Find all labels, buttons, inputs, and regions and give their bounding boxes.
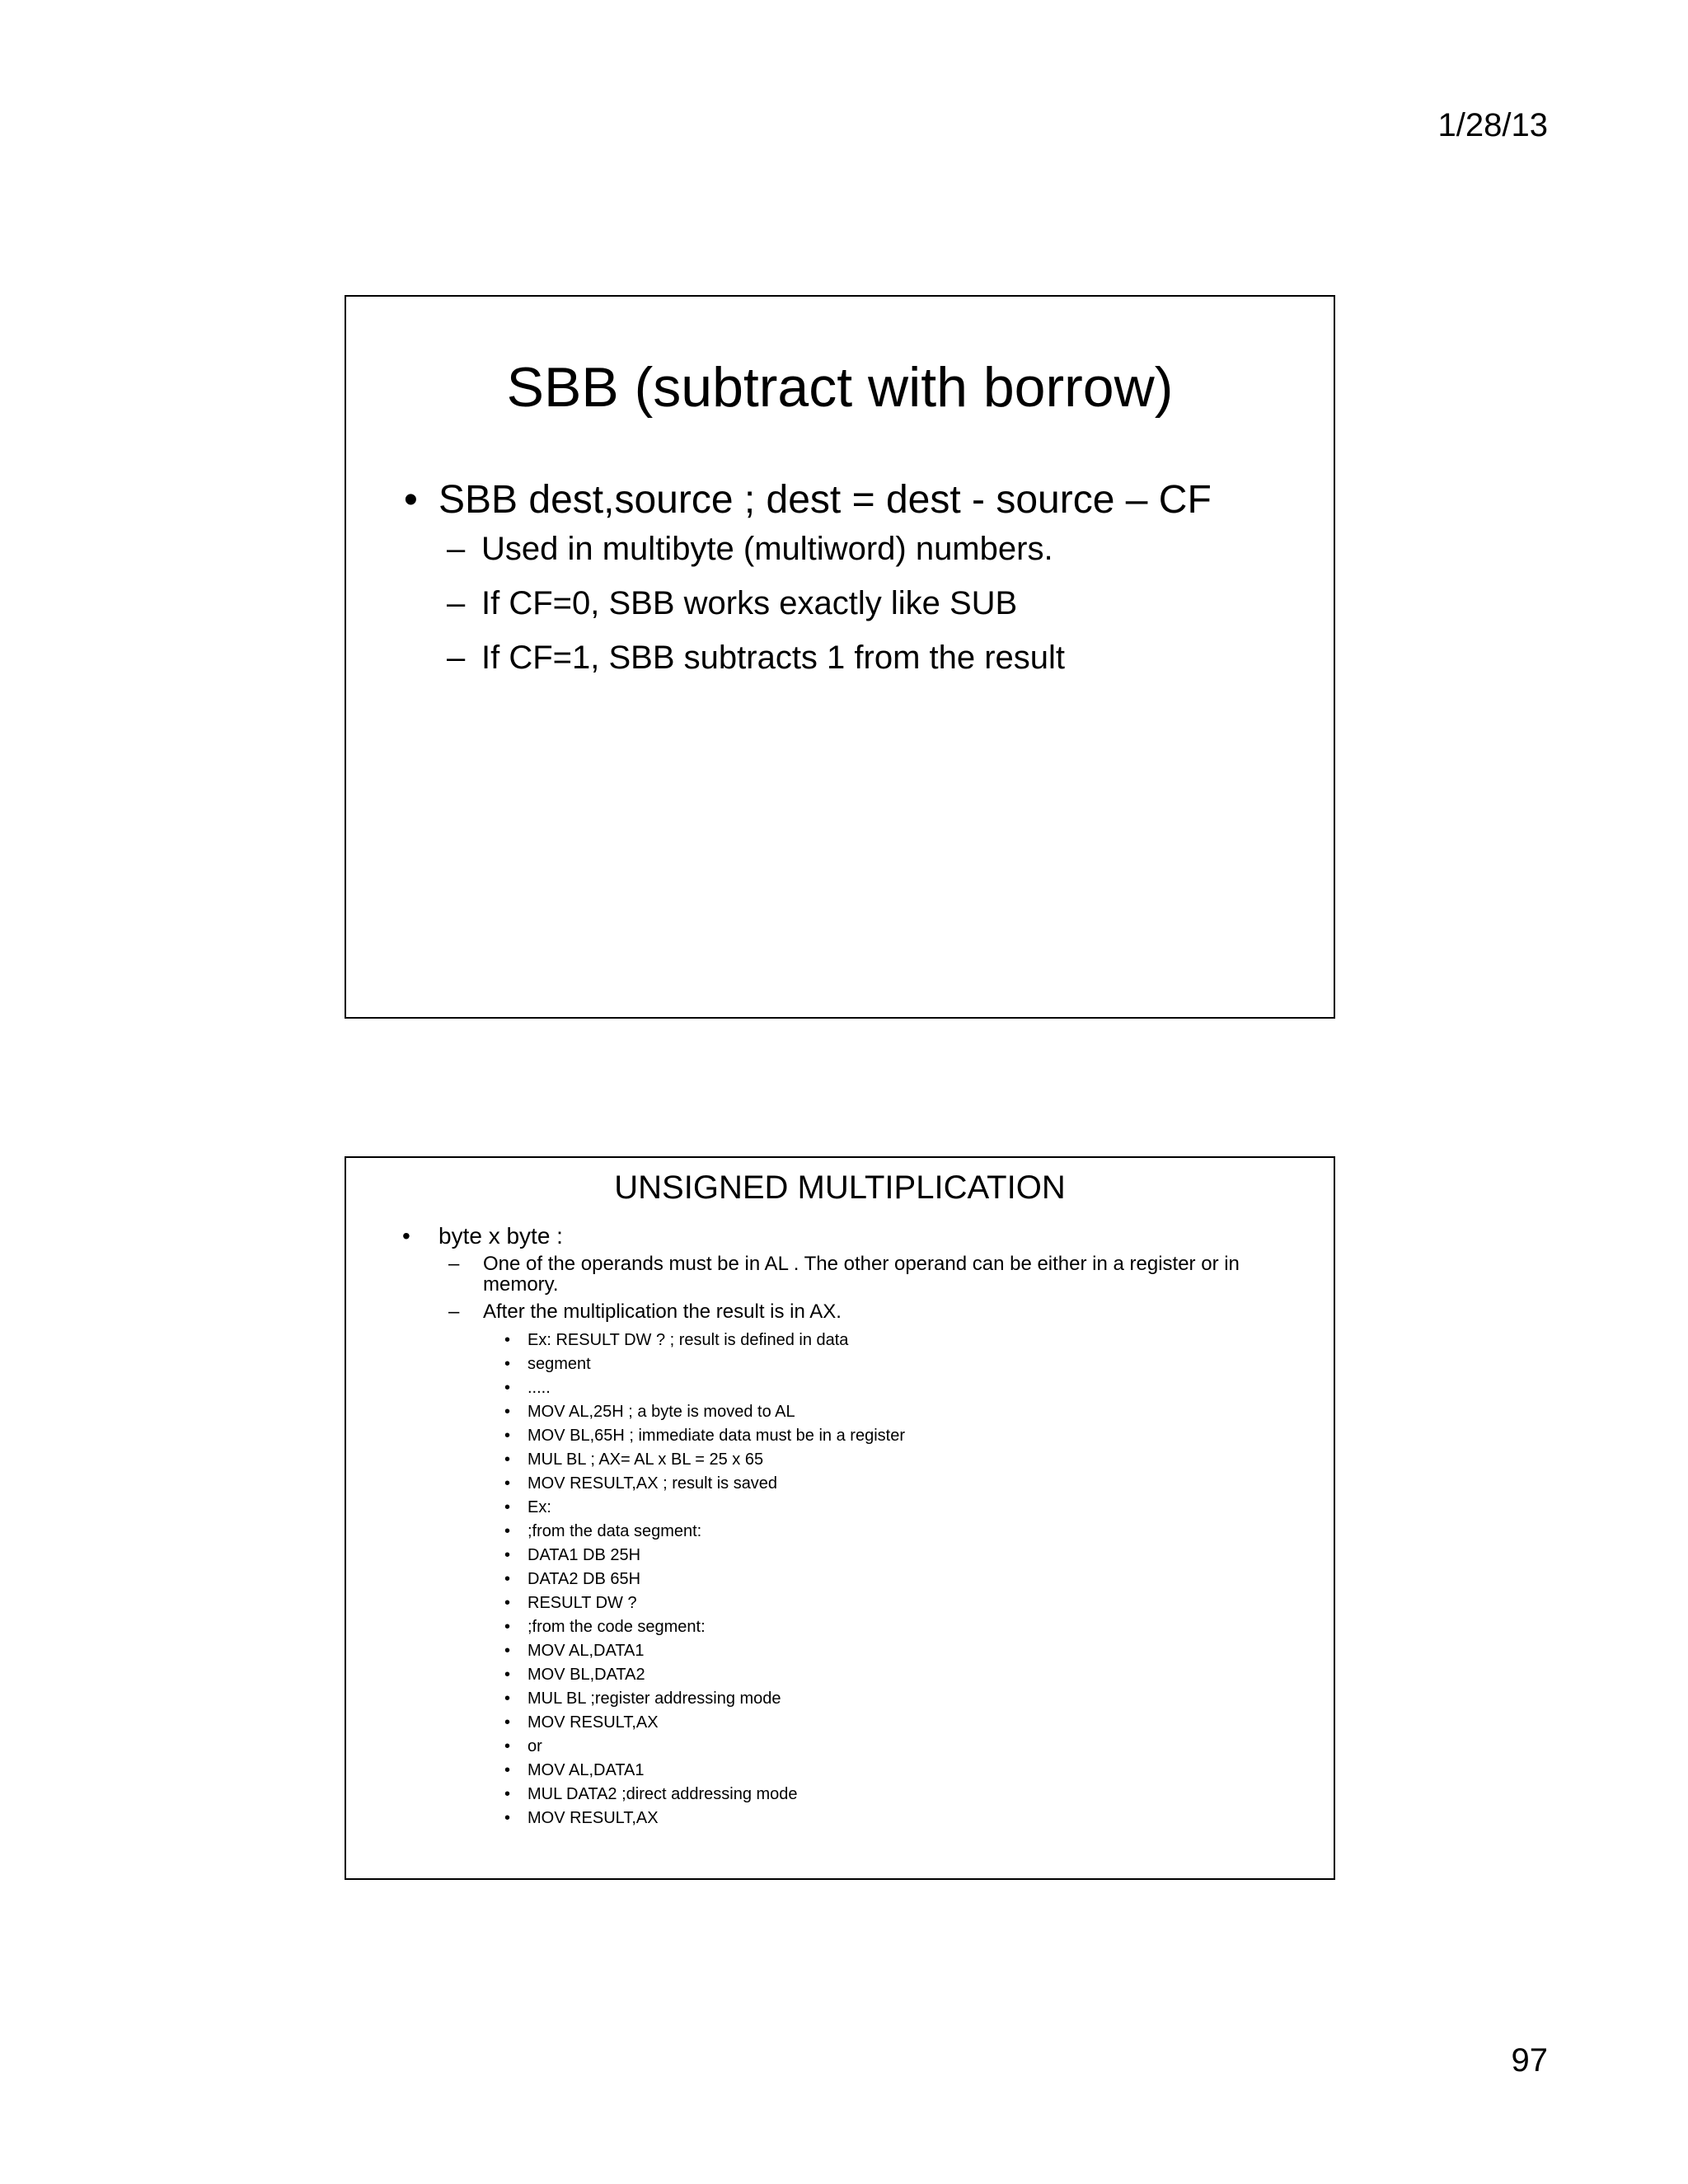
code-line-text: MOV RESULT,AX [528,1713,659,1732]
code-line-text: MOV AL,25H ; a byte is moved to AL [528,1403,795,1422]
code-line-text: RESULT DW ? [528,1594,637,1613]
bullet-icon: • [504,1785,511,1804]
code-line [402,1376,1284,1400]
code-line-text: ..... [528,1379,551,1398]
code-line [402,1663,1284,1687]
sub-bullet-text: Used in multibyte (multiword) numbers. [481,530,1053,567]
dash-icon: – [447,530,466,567]
bullet-icon: • [504,1331,511,1350]
code-line [402,1568,1284,1591]
bullet-text: byte x byte : [438,1223,563,1249]
code-line-text: MUL BL ;register addressing mode [528,1690,781,1708]
bullet-icon: • [504,1737,511,1756]
page-number: 97 [1511,2042,1548,2079]
bullet-icon: • [504,1427,511,1446]
code-line-text: MUL BL ; AX= AL x BL = 25 x 65 [528,1451,764,1469]
slide-title: UNSIGNED MULTIPLICATION [614,1169,1066,1206]
code-line [402,1783,1284,1807]
dash-icon: – [447,584,466,621]
code-line-text: MOV AL,DATA1 [528,1642,645,1661]
code-line-text: MOV AL,DATA1 [528,1761,645,1780]
code-line [402,1759,1284,1783]
code-line-text: Ex: RESULT DW ? ; result is defined in data [528,1331,849,1350]
code-line-text: ;from the code segment: [528,1618,706,1637]
dash-icon: – [447,639,466,676]
sub-bullet-item [402,1301,1284,1322]
code-line-text: MOV BL,65H ; immediate data must be in a register [528,1427,905,1446]
code-line [402,1711,1284,1735]
code-line [402,1520,1284,1544]
bullet-icon: • [504,1690,511,1708]
code-line [402,1472,1284,1496]
bullet-icon: • [504,1403,511,1422]
code-line [402,1807,1284,1830]
code-line-text: MUL DATA2 ;direct addressing mode [528,1785,798,1804]
code-line-text: DATA1 DB 25H [528,1546,641,1565]
sub-bullet-text: If CF=1, SBB subtracts 1 from the result [481,639,1066,676]
code-line-text: ;from the data segment: [528,1522,702,1541]
bullet-icon: • [404,478,418,522]
bullet-icon: • [504,1618,511,1637]
bullet-item [404,476,1301,677]
sub-bullet-item [402,1254,1284,1295]
bullet-icon: • [504,1451,511,1469]
bullet-icon: • [504,1474,511,1493]
bullet-icon: • [504,1522,511,1541]
page-date: 1/28/13 [1437,107,1548,143]
sub-bullet-list [438,529,1301,677]
code-line [402,1735,1284,1759]
code-line [402,1544,1284,1568]
code-line [402,1687,1284,1711]
code-line [402,1496,1284,1520]
code-line [402,1329,1284,1352]
code-line-text: MOV RESULT,AX ; result is saved [528,1474,778,1493]
code-line-text: Ex: [528,1498,551,1517]
slide-body [402,1222,1284,1830]
code-line [402,1639,1284,1663]
dash-icon: – [448,1300,460,1323]
code-line-text: or [528,1737,542,1756]
bullet-icon: • [504,1761,511,1780]
bullet-icon: • [504,1809,511,1828]
code-line-text: segment [528,1355,591,1374]
bullet-icon: • [504,1570,511,1589]
bullet-icon: • [504,1498,511,1517]
code-line-text: MOV BL,DATA2 [528,1666,645,1685]
bullet-icon: • [504,1666,511,1685]
code-line [402,1448,1284,1472]
slide-unsigned-multiplication [345,1156,1335,1880]
code-line-text: MOV RESULT,AX [528,1809,659,1828]
sub-bullet-text: After the multiplication the result is in AX. [483,1300,842,1323]
bullet-icon: • [504,1642,511,1661]
bullet-icon: • [504,1594,511,1613]
bullet-icon: • [504,1546,511,1565]
code-line [402,1591,1284,1615]
bullet-text: SBB dest,source ; dest = dest - source – CF [438,478,1212,522]
slide-title: SBB (subtract with borrow) [506,356,1174,419]
code-line [402,1615,1284,1639]
sub-bullet-item [447,638,1301,677]
bullet-icon: • [504,1713,511,1732]
bullet-icon: • [504,1355,511,1374]
slide-bullet-list [404,476,1301,692]
code-line-text: DATA2 DB 65H [528,1570,641,1589]
dash-icon: – [448,1252,460,1275]
sub-bullet-text: If CF=0, SBB works exactly like SUB [481,584,1018,621]
code-line [402,1400,1284,1424]
sub-bullet-list [402,1254,1284,1323]
bullet-icon: • [504,1379,511,1398]
sub-bullet-item [447,529,1301,569]
code-line [402,1424,1284,1448]
sub-bullet-item [447,583,1301,623]
bullet-item [402,1222,1284,1250]
bullet-icon: • [402,1223,410,1249]
code-line [402,1352,1284,1376]
sub-bullet-text: One of the operands must be in AL . The other operand can be either in a register or in memory. [483,1252,1240,1296]
slide-sbb [345,295,1335,1019]
code-line-list [402,1329,1284,1830]
